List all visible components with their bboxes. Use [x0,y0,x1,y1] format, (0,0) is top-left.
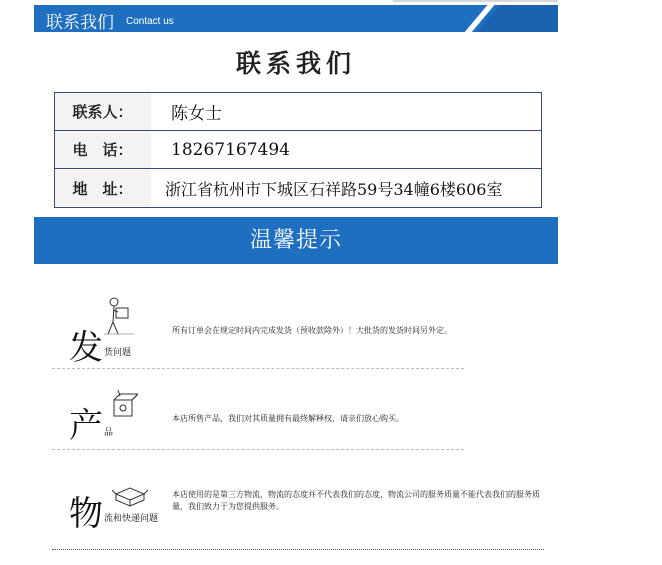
tip-small-label: 品 [104,428,114,438]
top-divider [393,0,558,2]
contact-value: 18267167494 [171,139,290,160]
tip-big-char: 发 [69,328,103,368]
header-title: 联系我们 [46,13,114,32]
tip-big-char: 产 [69,406,103,446]
tip-small-label: 货问题 [104,348,132,358]
contact-table [54,92,542,208]
header-banner [34,5,558,32]
tip-divider [52,368,464,369]
section-title: 联系我们 [235,49,356,78]
contact-row [55,93,541,131]
contact-row [55,169,541,207]
tips-banner: 温馨提示 [34,217,558,264]
tip-text: 所有订单会在规定时间内完成发货（预收款除外）！大批货的发货时间另外定。 [172,326,452,335]
tip-divider [52,449,464,450]
contact-value: 陈女士 [171,104,222,124]
open-package-icon [112,484,148,508]
contact-label: 地 址： [55,169,151,207]
tip-text: 本店使用的是第三方物流，物流的态度并不代表我们的态度，物流公司的服务质量不能代表我们的服务质量，我们致力于为您提供服务。 [172,490,540,511]
product-box-icon [108,390,138,424]
contact-label: 电 话： [55,131,151,168]
contact-value: 浙江省杭州市下城区石祥路59号34幢6楼606室 [165,179,503,199]
tip-divider [52,549,544,550]
contact-label: 联系人： [55,93,151,130]
header-subtitle: Contact us [126,16,174,27]
tip-small-label: 流和快递问题 [104,514,159,524]
tip-big-char: 物 [69,494,103,534]
contact-row [55,131,541,169]
tip-text: 本店所售产品，我们对其质量拥有最终解释权，请亲们放心购买。 [172,414,404,423]
person-carrying-box-icon [100,296,138,340]
